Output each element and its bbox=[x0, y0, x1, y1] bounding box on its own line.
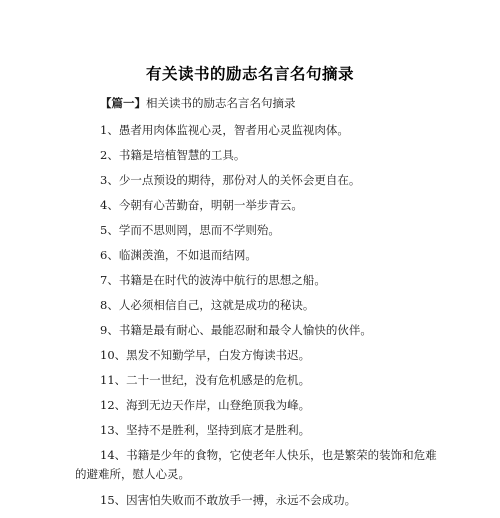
quote-item: 5、学而不思则罔，思而不学则殆。 bbox=[100, 223, 280, 237]
quote-item: 2、书籍是培植智慧的工具。 bbox=[100, 148, 246, 162]
quote-item: 10、黑发不知勤学早，白发方悔读书迟。 bbox=[100, 348, 311, 362]
quote-item: 13、坚持不是胜利，坚持到底才是胜利。 bbox=[100, 423, 311, 437]
quote-item: 7、书籍是在时代的波涛中航行的思想之船。 bbox=[100, 273, 326, 287]
quote-item: 4、今朝有心苦勤奋，明朝一举步青云。 bbox=[100, 198, 303, 212]
quote-item: 8、人必须相信自己，这就是成功的秘诀。 bbox=[100, 298, 315, 312]
section-heading bbox=[100, 95, 296, 111]
section-bracket: 【篇一】 bbox=[100, 96, 146, 110]
document-title: 有关读书的励志名言名句摘录 bbox=[145, 65, 354, 83]
quote-item: 14、书籍是少年的食物，它使老年人快乐，也是繁荣的装饰和危难的避难所，慰人心灵。 bbox=[75, 448, 437, 481]
quote-item: 9、书籍是最有耐心、最能忍耐和最令人愉快的伙伴。 bbox=[100, 323, 372, 337]
quote-item: 3、少一点预设的期待，那份对人的关怀会更自在。 bbox=[100, 173, 361, 187]
quote-item: 6、临渊羡渔，不如退而结网。 bbox=[100, 248, 257, 262]
quote-item: 15、因害怕失败而不敢放手一搏，永远不会成功。 bbox=[100, 493, 357, 507]
section-title: 相关读书的励志名言名句摘录 bbox=[146, 96, 296, 110]
quote-item: 12、海到无边天作岸，山登绝顶我为峰。 bbox=[100, 398, 311, 412]
quote-item: 1、愚者用肉体监视心灵，智者用心灵监视肉体。 bbox=[100, 123, 349, 137]
quote-item: 11、二十一世纪，没有危机感是的危机。 bbox=[100, 373, 311, 387]
